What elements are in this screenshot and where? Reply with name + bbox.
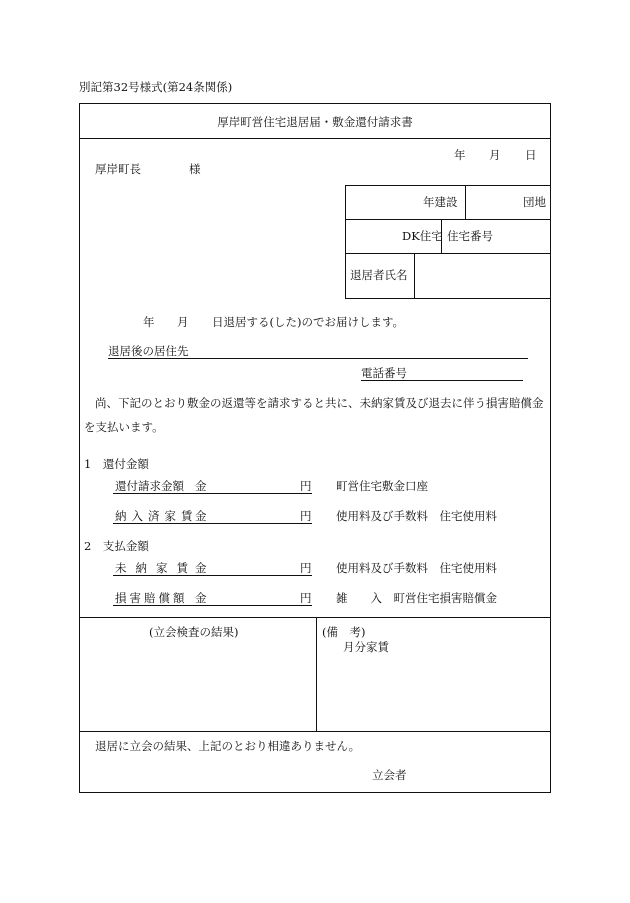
notice-text: 日退居する(した)のでお届けします。 (212, 315, 405, 329)
damages-line (113, 605, 312, 606)
paid-rent-line (113, 523, 312, 524)
form-reference: 別記第32号様式(第24条関係) (79, 80, 233, 94)
phone-label: 電話番号 (361, 366, 407, 380)
unpaid-rent-label: 未納家賃 (115, 561, 197, 575)
refund-request-unit: 円 (300, 479, 312, 493)
unpaid-rent-unit: 円 (300, 561, 312, 575)
year-built-label: 年建設 (423, 195, 458, 209)
notice-month: 月 (177, 315, 189, 329)
damages-prefix: 金 (195, 591, 207, 605)
date-day-label: 日 (525, 148, 537, 162)
unpaid-rent-note: 使用料及び手数料 住宅使用料 (336, 561, 497, 575)
section1-heading: 1 還付金額 (84, 457, 149, 471)
form-frame (79, 103, 551, 793)
refund-request-line (113, 493, 312, 494)
request-text-line1: 尚、下記のとおり敷金の返還等を請求すると共に、未納家賃及び退去に伴う損害賠償金 (95, 396, 544, 410)
paid-rent-label: 納入済家賃 (115, 509, 198, 523)
notice-year: 年 (143, 315, 155, 329)
unpaid-rent-prefix: 金 (195, 561, 207, 575)
refund-request-prefix: 金 (195, 479, 207, 493)
date-year-label: 年 (454, 148, 466, 162)
dk-housing-label: DK住宅 (402, 229, 443, 243)
witness-label: 立会者 (372, 768, 407, 782)
form-title: 厚岸町営住宅退居届・敷金還付請求書 (217, 115, 413, 129)
house-number-label: 住宅番号 (447, 229, 493, 243)
inspection-label: (立会検査の結果) (149, 625, 239, 639)
damages-label: 損害賠償額 (115, 591, 188, 605)
paid-rent-prefix: 金 (195, 509, 207, 523)
damages-unit: 円 (300, 591, 312, 605)
phone-line (361, 380, 523, 381)
addressee-honorific: 様 (189, 162, 201, 176)
refund-request-note: 町営住宅敷金口座 (336, 479, 428, 493)
refund-request-label: 還付請求金額 (115, 479, 184, 493)
request-text-line2: を支払います。 (84, 420, 164, 434)
inspection-top-divider (79, 617, 551, 618)
date-month-label: 月 (489, 148, 501, 162)
unpaid-rent-line (113, 575, 312, 576)
damages-note: 雑 入 町営住宅損害賠償金 (336, 591, 497, 605)
new-address-line (108, 358, 528, 359)
remarks-label: (備 考) (322, 625, 366, 639)
inspection-remarks-divider (316, 617, 317, 731)
paid-rent-unit: 円 (300, 509, 312, 523)
new-address-label: 退居後の居住先 (108, 344, 189, 358)
paid-rent-note: 使用料及び手数料 住宅使用料 (336, 509, 497, 523)
addressee-name: 厚岸町長 (95, 162, 141, 176)
title-divider (79, 138, 551, 139)
inspection-bottom-divider (79, 731, 551, 732)
remarks-text: 月分家賃 (343, 640, 389, 654)
complex-label: 団地 (523, 195, 546, 209)
section2-heading: 2 支払金額 (84, 539, 149, 553)
resident-name-label: 退居者氏名 (350, 268, 408, 282)
confirmation-text: 退居に立会の結果、上記のとおり相違ありません。 (95, 739, 361, 753)
